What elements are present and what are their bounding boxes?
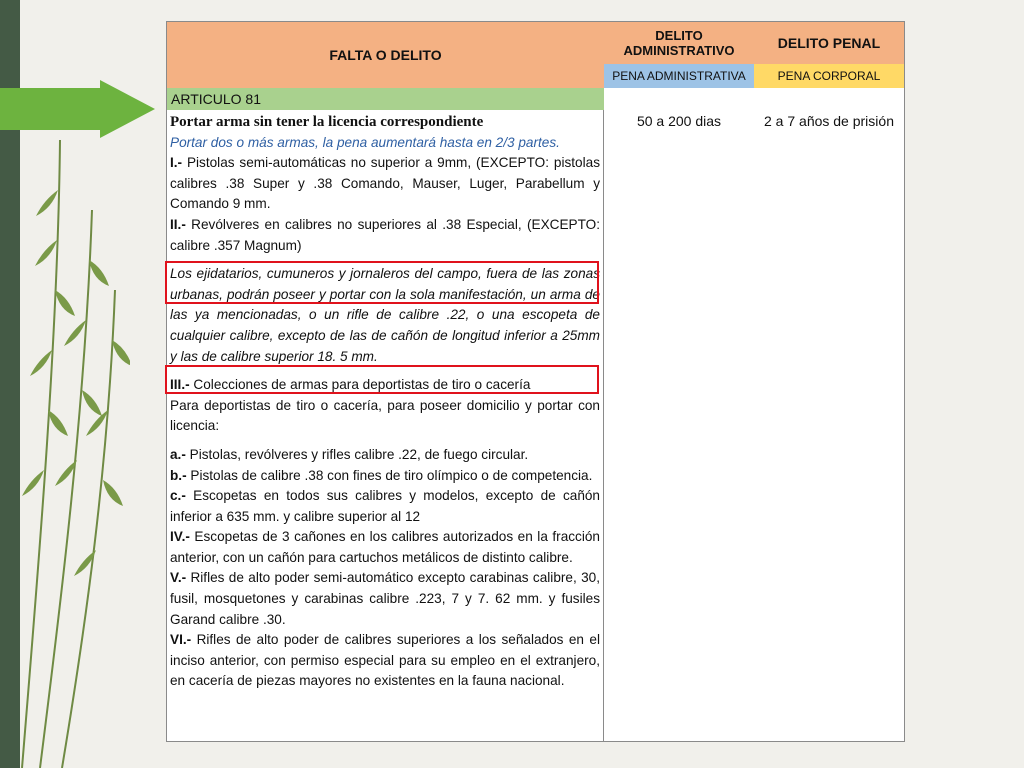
fraction-iv-prefix: IV.-	[170, 529, 190, 545]
fraction-v-prefix: V.-	[170, 570, 187, 586]
item-c-prefix: c.-	[170, 488, 186, 504]
spacer	[170, 367, 600, 375]
fraction-iii-text: Colecciones de armas para deportistas de tiro o cacería	[189, 377, 531, 393]
item-a	[170, 445, 600, 466]
spacer	[170, 437, 600, 445]
spacer	[170, 256, 600, 264]
leaf-sprigs-decoration	[0, 130, 130, 768]
fraction-i	[170, 153, 600, 215]
fraction-v-text: Rifles de alto poder semi-automático excepto carabinas calibre, 30, fusil, mosquetones y carabinas calibre .223, 7 y 7. 62 mm. y fusiles Garand calibre .30.	[170, 570, 600, 627]
item-b-prefix: b.-	[170, 467, 187, 483]
fraction-ii-text: Revólveres en calibres no superiores al .38 Especial, (EXCEPTO: calibre .357 Magnum)	[170, 216, 600, 253]
fraction-i-text: Pistolas semi-automáticas no superior a 9mm, (EXCEPTO: pistolas calibres .38 Super y .38 Comando, Mauser, Luger, Parabellum y Comando 9 mm.	[170, 155, 600, 212]
article-title: Portar arma sin tener la licencia correspondiente	[170, 114, 484, 130]
value-pena-corporal: 2 a 7 años de prisión	[764, 113, 894, 129]
articulo-row: ARTICULO 81	[167, 88, 604, 110]
value-pena-administrativa: 50 a 200 dias	[636, 113, 722, 129]
fraction-v	[170, 568, 600, 630]
article-note: Portar dos o más armas, la pena aumentará hasta en 2/3 partes.	[170, 134, 560, 150]
subheader-pena-administrativa: PENA ADMINISTRATIVA	[604, 64, 754, 88]
article-content	[167, 110, 604, 741]
header-delito-penal: DELITO PENAL	[754, 22, 904, 64]
fraction-iii-prefix: III.-	[170, 377, 190, 393]
fraction-iv-text: Escopetas de 3 cañones en los calibres autorizados en la fracción anterior, con un cañón para cartuchos metálicos de distinto calibre.	[170, 529, 600, 565]
item-c	[170, 486, 600, 527]
item-b	[170, 466, 600, 487]
fraction-iii	[170, 375, 600, 396]
fraction-vi-text: Rifles de alto poder de calibres superiores a los señalados en el inciso anterior, con permiso especial para su empleo en el extranjero, en cacería de piezas mayores no existentes en la fauna nacional.	[170, 632, 600, 689]
item-c-text: Escopetas en todos sus calibres y modelos, excepto de cañón inferior a 635 mm. y calibre superior al 12	[170, 488, 600, 524]
fraction-i-prefix: I.-	[170, 155, 183, 171]
item-b-text: Pistolas de calibre .38 con fines de tiro olímpico o de competencia.	[186, 467, 593, 483]
fraction-vi	[170, 630, 600, 692]
fraction-ii	[170, 215, 600, 256]
deportistas-paragraph: Para deportistas de tiro o cacería, para poseer domicilio y portar con licencia:	[170, 397, 600, 434]
fraction-ii-prefix: II.-	[170, 216, 186, 232]
fraction-vi-prefix: VI.-	[170, 632, 192, 648]
item-a-text: Pistolas, revólveres y rifles calibre .22, de fuego circular.	[185, 446, 529, 462]
penalty-table	[166, 21, 905, 742]
subheader-pena-corporal: PENA CORPORAL	[754, 64, 904, 88]
header-delito-administrativo: DELITO ADMINISTRATIVO	[604, 22, 754, 64]
item-a-prefix: a.-	[170, 446, 186, 462]
header-falta-o-delito: FALTA O DELITO	[167, 22, 604, 88]
ejidatarios-paragraph: Los ejidatarios, cumuneros y jornaleros del campo, fuera de las zonas urbanas, podrán poseer y portar con la sola manifestación, un arma de las ya mencionadas, o un rifle de calibre .22, o una escopeta de cualquier calibre, excepto de las de cañón de longitud inferior a 25mm y las de calibre superior 18. 5 mm.	[170, 266, 600, 364]
fraction-iv	[170, 527, 600, 568]
